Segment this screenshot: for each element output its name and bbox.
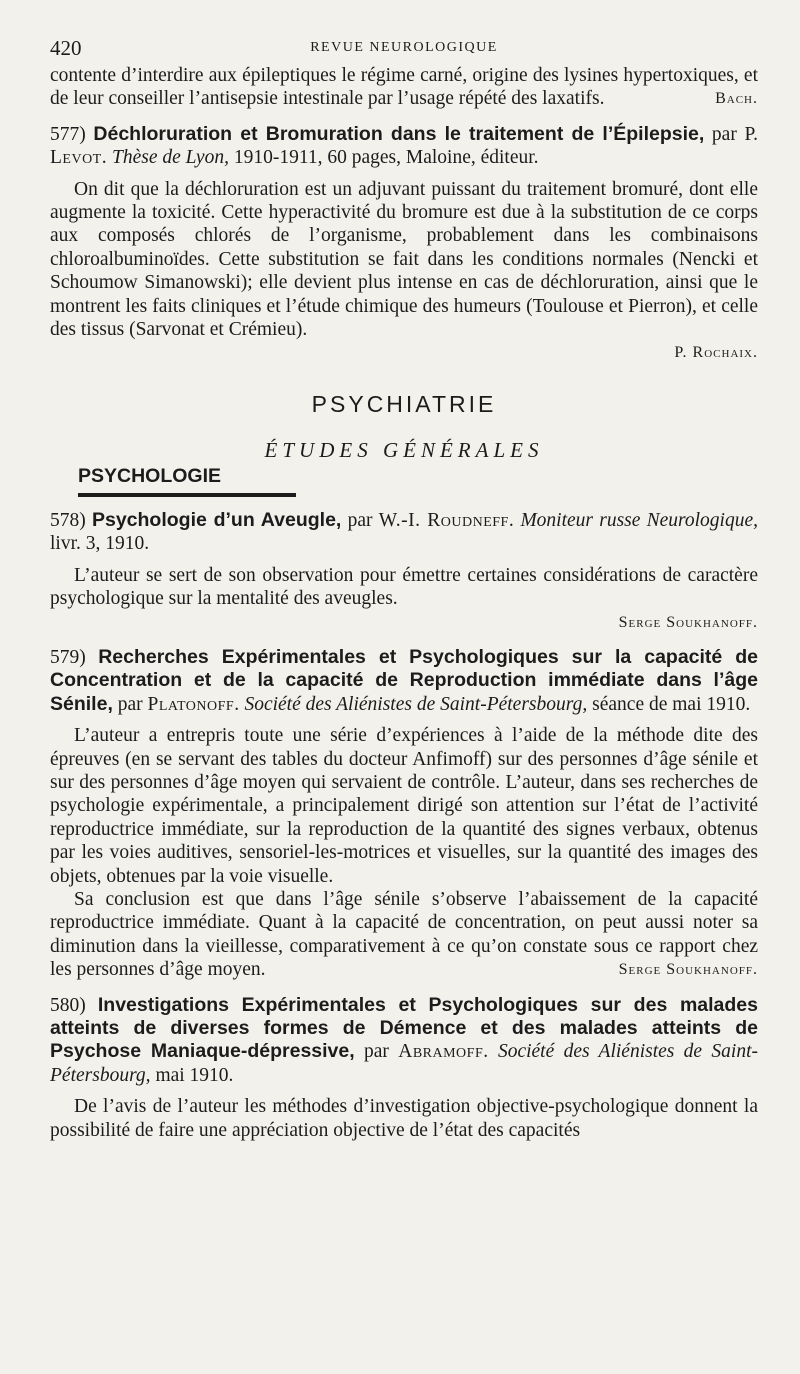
entry-577-title: Déchloruration et Bromuration dans le traitement de l’Épilepsie,	[93, 122, 705, 145]
entry-579-signature: Serge Soukhanoff.	[618, 961, 758, 979]
entry-578-signature: Serge Soukhanoff.	[618, 613, 758, 631]
intro-signature: Bach.	[715, 90, 758, 108]
entry-577-heading	[50, 123, 758, 170]
entry-577-body: On dit que la déchloruration est un adjuvant puissant du traitement bromuré, dont elle augmente la toxicité. Cette hyperactivité du bromure est due à la substitution de ce corps aux composés chlorés de l’organisme, probablement dans les combinaisons chloroalbuminoïdes. Cette substitution se fait dans les conditions normales (Nencki et Schoumow Simanowski); elle devient plus intense en cas de déchloruration, ainsi que le montrent les faits cliniques et l’étude chimique des humeurs (Toulouse et Pierron), et celle des tissus (Sarvonat et Crémieu).	[50, 178, 758, 341]
entry-579-body-2-text: Sa conclusion est que dans l’âge sénile s’observe l’abaissement de la capacité reproductrice immédiate. Quant à la capacité de concentration, on peut aussi noter sa diminution dans la vieillesse, comparativement à ce qu’on constate sous ce rapport chez les personnes d’âge moyen.	[50, 888, 758, 981]
entry-580-number: 580)	[50, 994, 86, 1016]
entry-577-by: par P.	[711, 123, 759, 145]
entry-580-body: De l’avis de l’auteur les méthodes d’investigation objective-psychologique donnent la possibilité de faire une appréciation objective de l’état des capacités	[50, 1096, 758, 1141]
entry-578-title: Psychologie d’un Aveugle,	[91, 508, 342, 531]
entry-580-heading	[50, 994, 758, 1088]
entry-578-details: livr. 3, 1910.	[50, 533, 150, 555]
entry-580-title: Investigations Expérimentales et Psychologiques sur des malades atteints de diverses formes de Démence et des malades atteints de Psychose Maniaque-dépressive,	[50, 993, 759, 1063]
section-title: PSYCHIATRIE	[311, 390, 497, 417]
entry-578-body: L’auteur se sert de son observation pour émettre certaines considérations de caractère psychologique sur la mentalité des aveugles.	[50, 564, 758, 610]
journal-page	[50, 30, 758, 1142]
journal-title: REVUE NEUROLOGIQUE	[310, 40, 498, 55]
entry-577-details: 1910-1911, 60 pages, Maloine, éditeur.	[233, 147, 539, 169]
entry-580-by: par	[364, 1041, 389, 1063]
entry-579-number: 579)	[50, 646, 86, 668]
entry-580	[50, 994, 758, 1142]
entry-579-body-2	[50, 888, 758, 982]
entry-579-by: par	[117, 693, 143, 715]
entry-579-body-1: L’auteur a entrepris toute une série d’expériences à l’aide de la méthode dite des épreuves (en se servant des tables du docteur Anfimoff) sur des personnes d’âge sénile et sur des personnes d’âge moyen qui servaient de contrôle. L’auteur, dans ses recherches de psychologie expérimentale, a principalement dirigé son attention sur l’état de l’activité reproductrice immédiate, sur la reproduction de la quantité des signes verbaux, obtenus par les voies auditives, sensoriel-les-motrices et visuelles, sur la quantité des images des objets, obtenues par la voie visuelle.	[50, 725, 758, 887]
entry-577-author: Levot.	[50, 147, 108, 169]
entry-580-author: Abramoff.	[398, 1041, 489, 1063]
intro-text: contente d’interdire aux épileptiques le régime carné, origine des lysines hypertoxiques, et de leur conseiller l’antisepsie intestinale par l’usage répété des laxatifs.	[50, 65, 758, 110]
entry-578-author: W.-I. Roudneff.	[378, 509, 515, 531]
entry-577-signature: P. Rochaix.	[674, 344, 758, 362]
entry-580-details: mai 1910.	[155, 1064, 234, 1086]
entry-578-number: 578)	[50, 509, 86, 531]
entry-579-heading	[50, 646, 758, 716]
entry-578	[50, 509, 758, 634]
subsection-title: ÉTUDES GÉNÉRALES	[264, 437, 544, 462]
entry-577	[50, 123, 758, 365]
entry-579-author: Platonoff.	[147, 693, 240, 715]
page-number: 420	[50, 36, 82, 60]
entry-578-heading	[50, 509, 758, 556]
entry-579-source: Société des Aliénistes de Saint-Pétersbourg,	[244, 693, 588, 715]
rubric-underline	[78, 493, 296, 497]
entry-579-details: séance de mai 1910.	[592, 693, 751, 715]
entry-579-title: Recherches Expérimentales et Psychologiques sur la capacité de Concentration et de la capacité de Reproduction immédiate dans l’âge Sénile,	[50, 645, 758, 715]
running-head	[50, 30, 758, 64]
entry-577-source: Thèse de Lyon,	[112, 147, 229, 169]
entry-578-source: Moniteur russe Neurologique,	[520, 509, 759, 531]
rubric-title: PSYCHOLOGIE	[78, 464, 222, 487]
entry-579	[50, 646, 758, 982]
entry-577-number: 577)	[50, 123, 86, 145]
entry-580-source: Société des Aliénistes de Saint-Pétersbourg,	[50, 1041, 758, 1086]
intro-paragraph	[50, 64, 758, 111]
entry-578-by: par	[347, 509, 373, 531]
